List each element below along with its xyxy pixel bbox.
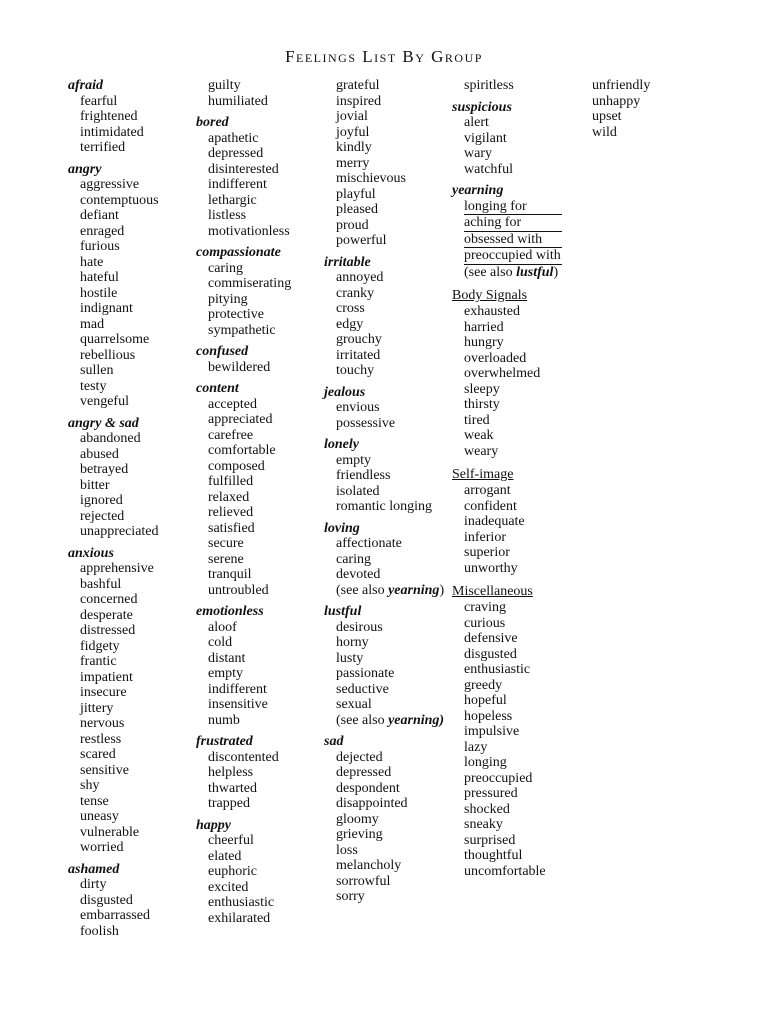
- feeling-item: lusty: [336, 650, 364, 666]
- feeling-item: envious: [336, 400, 380, 415]
- feeling-item: devoted: [336, 567, 381, 582]
- feeling-item: untroubled: [208, 582, 269, 598]
- fill-in-item: [452, 199, 582, 216]
- feeling-item: pleased: [336, 202, 378, 217]
- feeling-item: vengeful: [80, 394, 129, 409]
- feeling-item: pressured: [464, 786, 518, 801]
- feeling-item: testy: [80, 378, 107, 394]
- feeling-item: depressed: [336, 765, 392, 780]
- feeling-item: unworthy: [464, 560, 518, 576]
- feeling-item: distant: [208, 650, 246, 666]
- feeling-group: [196, 245, 326, 338]
- feeling-item: craving: [464, 600, 506, 615]
- feeling-item: carefree: [208, 427, 254, 443]
- feeling-item: helpless: [208, 765, 254, 780]
- feeling-item: apprehensive: [80, 561, 154, 576]
- column-2: [196, 78, 326, 932]
- feeling-item: foolish: [80, 923, 119, 939]
- fill-in-label: longing for: [464, 198, 527, 214]
- feeling-item: indifferent: [208, 177, 267, 192]
- feeling-item: grieving: [336, 827, 383, 842]
- feeling-item: surprised: [464, 832, 516, 848]
- group-header: emotionless: [196, 604, 264, 619]
- fill-in-item: [452, 248, 582, 265]
- feeling-item: discontented: [208, 749, 279, 765]
- feeling-group: [68, 78, 198, 156]
- feeling-group: [196, 381, 326, 598]
- feeling-item: pitying: [208, 291, 248, 307]
- feeling-item: shy: [80, 778, 100, 793]
- feeling-item: inadequate: [464, 514, 525, 529]
- see-also-ref: yearning: [388, 582, 440, 598]
- feeling-item: listless: [208, 208, 247, 223]
- feeling-item: impatient: [80, 669, 133, 685]
- feeling-item: frantic: [80, 654, 117, 669]
- feeling-item: wary: [464, 146, 492, 161]
- feeling-item: rebellious: [80, 347, 136, 363]
- group-header: lustful: [324, 604, 362, 619]
- feeling-item: hateful: [80, 270, 119, 285]
- group-header: frustrated: [196, 734, 253, 749]
- feeling-item: mischievous: [336, 171, 406, 186]
- feeling-item: scared: [80, 747, 116, 762]
- feeling-item: contemptuous: [80, 192, 159, 208]
- section-header-text: Miscellaneous: [452, 584, 533, 599]
- group-header: confused: [196, 344, 249, 359]
- see-also-ref: lustful: [516, 264, 554, 280]
- feeling-group: [196, 734, 326, 812]
- feeling-group: [196, 78, 326, 109]
- feeling-item: proud: [336, 217, 369, 233]
- feeling-group: [324, 521, 454, 599]
- feeling-item: fulfilled: [208, 474, 254, 489]
- feeling-item: isolated: [336, 483, 380, 499]
- feeling-item: fearful: [80, 93, 118, 109]
- feeling-item: unappreciated: [80, 524, 159, 539]
- feeling-group: [196, 344, 326, 375]
- feeling-item: joyful: [336, 124, 370, 140]
- feeling-item: thoughtful: [464, 848, 523, 863]
- feeling-item: overloaded: [464, 350, 527, 366]
- feeling-item: rejected: [80, 508, 125, 524]
- feeling-item: greedy: [464, 677, 503, 693]
- feeling-item: friendless: [336, 468, 391, 483]
- feeling-item: cold: [208, 635, 233, 650]
- feeling-item: sleepy: [464, 381, 500, 397]
- fill-in-label: preoccupied with: [464, 248, 561, 263]
- feeling-group: [452, 582, 582, 879]
- feeling-item: trapped: [208, 796, 250, 811]
- feeling-item: lazy: [464, 739, 488, 755]
- section-header-text: Self-image: [452, 467, 514, 482]
- feeling-item: vigilant: [464, 130, 507, 146]
- feeling-item: merry: [336, 155, 370, 171]
- group-header: bored: [196, 115, 229, 130]
- feeling-group: [196, 604, 326, 728]
- feeling-item: tranquil: [208, 567, 252, 582]
- feeling-item: aggressive: [80, 177, 140, 192]
- feeling-group: [324, 385, 454, 432]
- group-header: compassionate: [196, 245, 281, 260]
- see-also-prefix: (see also: [336, 582, 389, 598]
- feeling-item: harried: [464, 319, 504, 335]
- see-also-suffix: ): [553, 264, 559, 280]
- feeling-item: caring: [208, 260, 243, 276]
- feeling-group: [452, 183, 582, 280]
- feeling-item: upset: [592, 109, 622, 124]
- feeling-item: caring: [336, 551, 371, 567]
- feeling-item: indignant: [80, 301, 133, 316]
- feeling-item: fidgety: [80, 638, 120, 654]
- feeling-item: indifferent: [208, 681, 267, 697]
- feeling-group: [580, 78, 710, 140]
- feeling-item: cheerful: [208, 833, 254, 848]
- feeling-item: sorry: [336, 889, 365, 904]
- fill-in-label: obsessed with: [464, 231, 543, 247]
- feeling-item: jovial: [336, 109, 368, 124]
- feeling-item: sensitive: [80, 762, 129, 778]
- feeling-item: alert: [464, 115, 489, 130]
- group-header: suspicious: [452, 99, 512, 115]
- feeling-item: hopeful: [464, 693, 507, 708]
- feeling-item: romantic longing: [336, 499, 433, 514]
- feeling-item: curious: [464, 615, 506, 631]
- feeling-item: abandoned: [80, 431, 141, 446]
- column-5: [580, 78, 710, 146]
- feeling-item: enraged: [80, 223, 125, 239]
- feeling-item: distressed: [80, 623, 136, 638]
- feeling-item: thirsty: [464, 397, 500, 412]
- feeling-group: [68, 416, 198, 540]
- feeling-item: worried: [80, 840, 124, 855]
- feeling-item: melancholy: [336, 858, 402, 873]
- feeling-item: bashful: [80, 576, 122, 592]
- column-1: [68, 78, 198, 945]
- feeling-item: secure: [208, 536, 244, 551]
- feeling-item: sneaky: [464, 817, 503, 832]
- feeling-item: intimidated: [80, 124, 144, 140]
- feeling-item: hate: [80, 254, 104, 270]
- feeling-item: desperate: [80, 607, 133, 623]
- feeling-item: sexual: [336, 697, 372, 712]
- feeling-item: terrified: [80, 140, 126, 155]
- feeling-item: wild: [592, 124, 617, 140]
- feeling-item: concerned: [80, 592, 138, 607]
- feeling-item: thwarted: [208, 780, 257, 796]
- feeling-item: seductive: [336, 681, 389, 697]
- feeling-item: empty: [208, 666, 243, 681]
- feeling-item: irritated: [336, 347, 381, 363]
- feeling-item: comfortable: [208, 443, 276, 458]
- group-header: lonely: [324, 437, 359, 452]
- see-also-note: [324, 583, 454, 599]
- feeling-item: desirous: [336, 619, 383, 635]
- feeling-item: disinterested: [208, 161, 279, 177]
- feeling-item: jittery: [80, 700, 114, 716]
- feeling-item: dejected: [336, 749, 383, 765]
- feeling-item: grateful: [336, 78, 380, 93]
- group-header: jealous: [324, 384, 366, 400]
- feeling-group: [324, 604, 454, 728]
- feeling-item: betrayed: [80, 462, 129, 477]
- column-3: [324, 78, 454, 911]
- feeling-group: [324, 437, 454, 515]
- feeling-item: relieved: [208, 505, 254, 520]
- feeling-item: numb: [208, 712, 240, 728]
- feeling-item: unhappy: [592, 93, 641, 109]
- feeling-item: furious: [80, 239, 120, 254]
- feeling-item: impulsive: [464, 724, 520, 739]
- feeling-item: cranky: [336, 285, 375, 301]
- feeling-item: affectionate: [336, 536, 402, 551]
- section-header-text: Body Signals: [452, 288, 528, 303]
- feeling-item: ignored: [80, 493, 123, 508]
- fill-in-item: [452, 215, 582, 232]
- feeling-item: serene: [208, 551, 244, 567]
- feeling-item: horny: [336, 635, 369, 650]
- feeling-item: sullen: [80, 363, 114, 378]
- feeling-item: defiant: [80, 208, 119, 223]
- feeling-item: weary: [464, 443, 499, 459]
- feeling-item: insecure: [80, 685, 127, 700]
- feeling-item: kindly: [336, 140, 372, 155]
- feeling-item: loss: [336, 842, 358, 858]
- feeling-item: restless: [80, 731, 122, 747]
- fill-in-label: aching for: [464, 215, 522, 230]
- group-header: afraid: [68, 78, 103, 93]
- feeling-item: guilty: [208, 78, 241, 93]
- feeling-item: gloomy: [336, 811, 379, 827]
- feeling-item: enthusiastic: [464, 662, 531, 677]
- feeling-group: [196, 115, 326, 239]
- feeling-group: [68, 546, 198, 856]
- column-4: [452, 78, 582, 885]
- feeling-item: annoyed: [336, 270, 384, 285]
- feeling-item: longing: [464, 755, 507, 770]
- feeling-item: relaxed: [208, 489, 250, 505]
- feeling-group: [324, 734, 454, 905]
- feeling-item: vulnerable: [80, 824, 140, 840]
- feeling-group: [452, 286, 582, 459]
- feeling-item: disgusted: [80, 892, 133, 908]
- feeling-item: enthusiastic: [208, 895, 275, 910]
- see-also-note: [452, 265, 582, 281]
- feeling-item: sorrowful: [336, 873, 391, 889]
- feeling-item: disappointed: [336, 796, 408, 811]
- feeling-item: playful: [336, 186, 376, 202]
- feeling-item: depressed: [208, 146, 264, 161]
- section-header: [452, 582, 582, 600]
- feeling-item: unfriendly: [592, 78, 651, 93]
- see-also-ref: yearning): [388, 712, 445, 728]
- group-header: angry & sad: [68, 415, 139, 431]
- feeling-item: protective: [208, 307, 264, 322]
- feeling-item: confident: [464, 498, 517, 514]
- feeling-item: watchful: [464, 161, 513, 177]
- feeling-item: inspired: [336, 93, 382, 109]
- feeling-item: shocked: [464, 801, 510, 817]
- fill-in-item: [452, 232, 582, 249]
- group-header: ashamed: [68, 861, 120, 877]
- feeling-item: superior: [464, 545, 510, 560]
- feeling-item: mad: [80, 316, 105, 332]
- feeling-item: dirty: [80, 877, 107, 892]
- group-header: happy: [196, 817, 231, 833]
- feeling-item: cross: [336, 301, 365, 316]
- see-also-prefix: (see also: [336, 712, 389, 728]
- feeling-item: satisfied: [208, 520, 255, 536]
- feeling-item: sympathetic: [208, 322, 276, 338]
- feeling-group: [324, 78, 454, 249]
- group-header: yearning: [452, 183, 504, 198]
- feeling-group: [196, 818, 326, 927]
- group-header: anxious: [68, 545, 114, 561]
- feeling-item: despondent: [336, 780, 400, 796]
- feeling-item: frightened: [80, 109, 138, 124]
- feeling-item: hostile: [80, 285, 118, 301]
- feeling-item: motivationless: [208, 223, 290, 239]
- see-also-prefix: (see also: [464, 264, 517, 280]
- feeling-item: touchy: [336, 363, 375, 378]
- feeling-item: accepted: [208, 396, 257, 412]
- feeling-item: exhilarated: [208, 910, 271, 926]
- feeling-group: [452, 78, 582, 94]
- feeling-item: uneasy: [80, 809, 119, 824]
- feeling-item: nervous: [80, 716, 125, 731]
- feeling-group: [68, 862, 198, 940]
- see-also-suffix: ): [439, 582, 445, 598]
- feeling-group: [452, 465, 582, 576]
- feeling-group: [324, 255, 454, 379]
- feeling-group: [68, 162, 198, 410]
- feeling-item: composed: [208, 458, 265, 474]
- group-header: angry: [68, 161, 102, 177]
- section-header: [452, 286, 582, 304]
- feeling-item: possessive: [336, 415, 396, 431]
- group-header: loving: [324, 520, 360, 536]
- feeling-item: appreciated: [208, 412, 273, 427]
- feeling-item: elated: [208, 848, 242, 864]
- feeling-item: overwhelmed: [464, 366, 541, 381]
- feeling-item: disgusted: [464, 646, 517, 662]
- see-also-note: [324, 713, 454, 729]
- feeling-item: bewildered: [208, 359, 271, 375]
- section-header: [452, 465, 582, 483]
- feeling-item: commiserating: [208, 276, 292, 291]
- feeling-item: humiliated: [208, 93, 268, 109]
- feeling-item: uncomfortable: [464, 863, 546, 879]
- feeling-item: passionate: [336, 666, 395, 681]
- feeling-item: bitter: [80, 477, 110, 493]
- feeling-item: tense: [80, 793, 109, 809]
- group-header: irritable: [324, 254, 371, 270]
- group-header: sad: [324, 734, 344, 749]
- feeling-item: hopeless: [464, 708, 513, 724]
- feeling-item: excited: [208, 879, 249, 895]
- feeling-item: tired: [464, 412, 490, 428]
- feeling-item: spiritless: [464, 78, 514, 93]
- feeling-item: hungry: [464, 335, 504, 350]
- feeling-item: aloof: [208, 619, 237, 635]
- feeling-item: weak: [464, 428, 494, 443]
- feeling-item: exhausted: [464, 304, 520, 319]
- feeling-item: insensitive: [208, 697, 268, 712]
- feeling-item: inferior: [464, 529, 506, 545]
- feeling-item: defensive: [464, 631, 518, 646]
- feeling-item: grouchy: [336, 332, 382, 347]
- feeling-item: edgy: [336, 316, 364, 332]
- feeling-item: embarrassed: [80, 908, 150, 923]
- feeling-item: quarrelsome: [80, 332, 150, 347]
- feeling-group: [452, 100, 582, 178]
- feeling-item: preoccupied: [464, 770, 533, 786]
- page-title: Feelings List By Group: [285, 47, 483, 66]
- feeling-item: empty: [336, 452, 371, 468]
- feeling-item: apathetic: [208, 130, 259, 146]
- feeling-item: euphoric: [208, 864, 257, 879]
- feeling-item: abused: [80, 446, 119, 462]
- feeling-item: lethargic: [208, 192, 257, 208]
- group-header: content: [196, 381, 239, 396]
- feeling-item: arrogant: [464, 483, 511, 498]
- feeling-item: powerful: [336, 233, 387, 248]
